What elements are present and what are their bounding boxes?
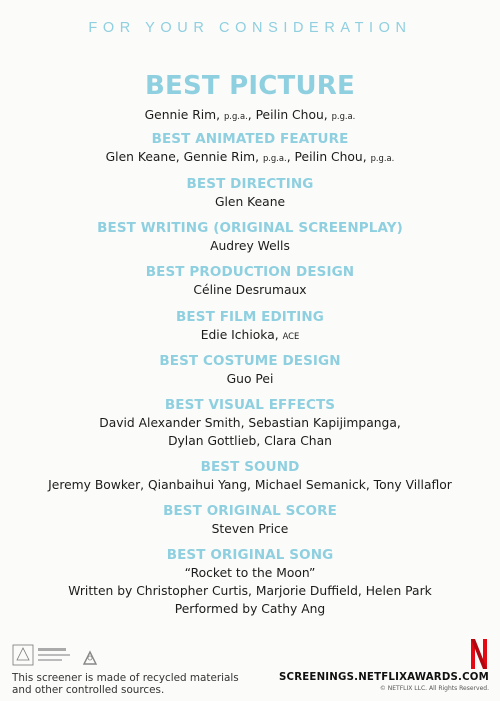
category-nominees: Guo Pei: [226, 372, 274, 386]
category-nominees: Audrey Wells: [210, 239, 290, 253]
header-for-your-consideration: FOR YOUR CONSIDERATION: [88, 20, 412, 36]
pga-suffix: p.g.a.: [223, 111, 248, 121]
category-original-song: [0, 546, 500, 618]
category-heading: BEST ANIMATED FEATURE: [151, 131, 349, 147]
copyright-text: © NETFLIX LLC. All Rights Reserved.: [379, 685, 489, 692]
category-nominees: Steven Price: [211, 522, 289, 536]
category-nominees-line2: Dylan Gottlieb, Clara Chan: [168, 434, 332, 448]
recycled-line1: This screener is made of recycled materials: [12, 672, 239, 684]
best-picture-nominees: [0, 104, 500, 125]
pga-suffix: p.g.a.: [331, 111, 356, 121]
recycled-line2: and other controlled sources.: [12, 684, 165, 696]
nominee-text: , Peilin Chou,: [286, 150, 367, 164]
category-heading: BEST DIRECTING: [186, 176, 314, 192]
screenings-url[interactable]: SCREENINGS.NETFLIXAWARDS.COM: [279, 672, 489, 683]
nominee-text: , Peilin Chou,: [247, 108, 328, 122]
recycled-notice: [12, 672, 252, 696]
category-writing: [0, 219, 500, 255]
category-nominees: [0, 148, 500, 167]
category-film-editing: [0, 308, 500, 345]
best-picture-heading: BEST PICTURE: [145, 71, 355, 101]
recycle-symbol-icon: [84, 652, 96, 664]
category-nominees: Jeremy Bowker, Qianbaihui Yang, Michael Semanick, Tony Villaflor: [48, 478, 452, 492]
category-heading: BEST SOUND: [200, 459, 300, 475]
category-visual-effects: [0, 396, 500, 450]
category-heading: BEST COSTUME DESIGN: [159, 353, 341, 369]
category-heading: BEST VISUAL EFFECTS: [164, 397, 336, 413]
song-title: “Rocket to the Moon”: [184, 566, 316, 580]
song-writers: Written by Christopher Curtis, Marjorie Duffield, Helen Park: [68, 584, 432, 598]
pga-suffix: p.g.a.: [370, 153, 395, 163]
song-performer: Performed by Cathy Ang: [174, 602, 326, 616]
category-nominees: [0, 326, 500, 345]
fsc-logo-icon: [13, 645, 70, 665]
category-nominees: Glen Keane: [214, 195, 286, 209]
category-directing: [0, 175, 500, 211]
category-heading: BEST PRODUCTION DESIGN: [145, 264, 355, 280]
category-nominees-line1: David Alexander Smith, Sebastian Kapijimpanga,: [99, 416, 401, 430]
nominee-text: Gennie Rim,: [144, 108, 221, 122]
category-nominees: Céline Desrumaux: [193, 283, 307, 297]
nominee-text: Glen Keane, Gennie Rim,: [105, 150, 260, 164]
category-costume-design: [0, 352, 500, 388]
category-sound: [0, 458, 500, 494]
netflix-logo-icon: [470, 638, 488, 670]
category-heading: BEST WRITING (ORIGINAL SCREENPLAY): [97, 220, 403, 236]
category-animated-feature: [0, 130, 500, 167]
category-heading: BEST ORIGINAL SCORE: [163, 503, 337, 519]
category-production-design: [0, 263, 500, 299]
nominee-text: Edie Ichioka,: [200, 328, 279, 342]
category-original-score: [0, 502, 500, 538]
eco-logos: [12, 640, 112, 670]
footer-right: [279, 672, 489, 693]
category-heading: BEST FILM EDITING: [176, 309, 324, 325]
ace-suffix: ACE: [282, 331, 300, 341]
pga-suffix: p.g.a.: [262, 153, 287, 163]
category-heading: BEST ORIGINAL SONG: [166, 547, 334, 563]
